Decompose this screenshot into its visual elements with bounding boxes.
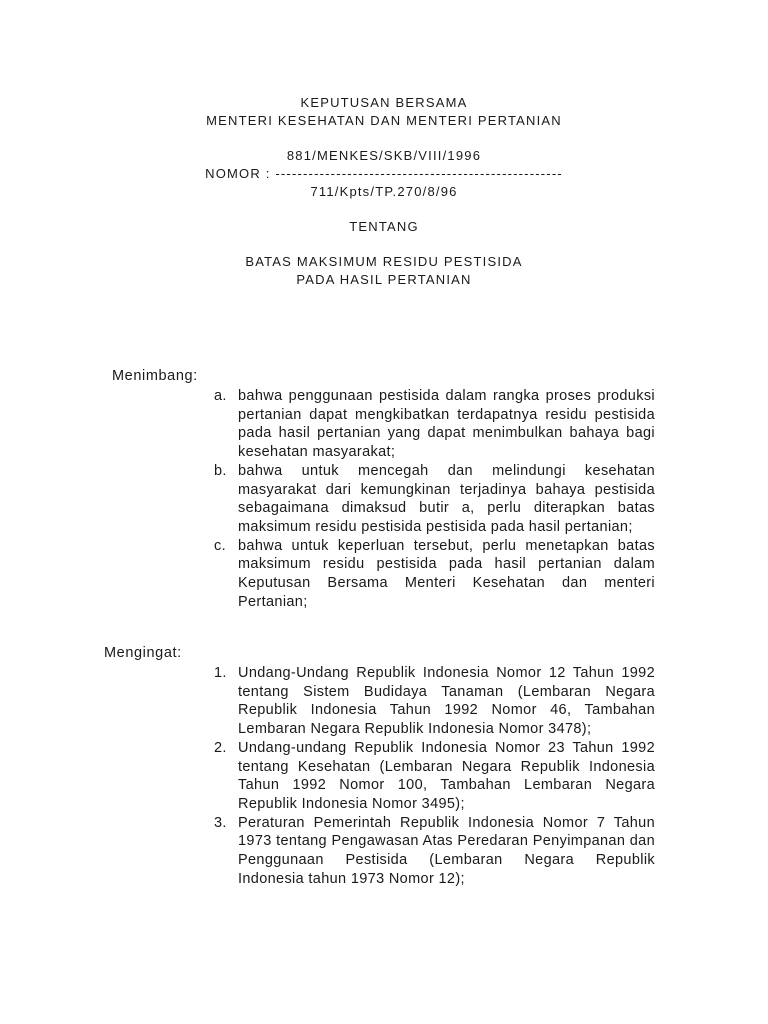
header-title: KEPUTUSAN BERSAMA (300, 95, 468, 110)
mengingat-label: Mengingat: (104, 645, 182, 661)
nomor-label: NOMOR : ---------------------------------------------------- (205, 166, 563, 181)
list-item (214, 387, 655, 462)
nomor-menkes: 881/MENKES/SKB/VIII/1996 (286, 148, 482, 163)
list-marker: b. (214, 462, 227, 479)
nomor-kpts: 711/Kpts/TP.270/8/96 (310, 184, 458, 199)
header-ministers: MENTERI KESEHATAN DAN MENTERI PERTANIAN (206, 113, 562, 128)
list-marker: 2. (214, 739, 227, 756)
list-marker: a. (214, 388, 227, 404)
list-item (214, 664, 655, 739)
subject-line-1: BATAS MAKSIMUM RESIDU PESTISIDA (245, 254, 523, 269)
menimbang-list (214, 387, 655, 611)
list-marker: c. (214, 537, 226, 554)
list-item-text: bahwa penggunaan pestisida dalam rangka proses produksi pertanian dapat mengkibatkan terdapatnya residu pestisida pada hasil pertanian yang dapat menimbulkan bahaya bagi kesehatan masyarakat; (238, 388, 655, 461)
list-item-text: bahwa untuk keperluan tersebut, perlu menetapkan batas maksimum residu pestisida pada hasil pertanian dalam Keputusan Bersama Menteri Kesehatan dan menteri Pertanian; (238, 537, 655, 610)
list-marker: 1. (214, 665, 227, 681)
list-item-text: Peraturan Pemerintah Republik Indonesia Nomor 7 Tahun 1973 tentang Pengawasan Atas Peredaran Penyimpanan dan Penggunaan Pestisida (Lembaran Negara Republik Indonesia tahun 1973 Nomor 12); (238, 814, 655, 887)
tentang-heading: TENTANG (349, 219, 419, 234)
list-item (214, 537, 655, 612)
list-item (214, 814, 655, 889)
subject-line-2: PADA HASIL PERTANIAN (296, 272, 472, 287)
menimbang-label: Menimbang: (112, 368, 198, 384)
list-marker: 3. (214, 814, 227, 831)
list-item (214, 462, 655, 537)
document-header (0, 94, 768, 289)
list-item-text: Undang-Undang Republik Indonesia Nomor 12 Tahun 1992 tentang Sistem Budidaya Tanaman (Lembaran Negara Republik Indonesia Tahun 1992 Nomor 46, Tambahan Lembaran Negara Republik Indonesia Nomor 3478); (238, 665, 655, 738)
mengingat-list (214, 664, 655, 888)
list-item-text: Undang-undang Republik Indonesia Nomor 23 Tahun 1992 tentang Kesehatan (Lembaran Negara Republik Indonesia Tahun 1992 Nomor 100, Tambahan Lembaran Negara Republik Indonesia Nomor 3495); (238, 739, 655, 812)
list-item-text: bahwa untuk mencegah dan melindungi kesehatan masyarakat dari kemungkinan terjadinya bahaya pestisida sebagaimana dimaksud butir a, perlu diterapkan batas maksimum residu pestisida pestisida pada hasil pertanian; (238, 462, 655, 535)
list-item (214, 739, 655, 814)
